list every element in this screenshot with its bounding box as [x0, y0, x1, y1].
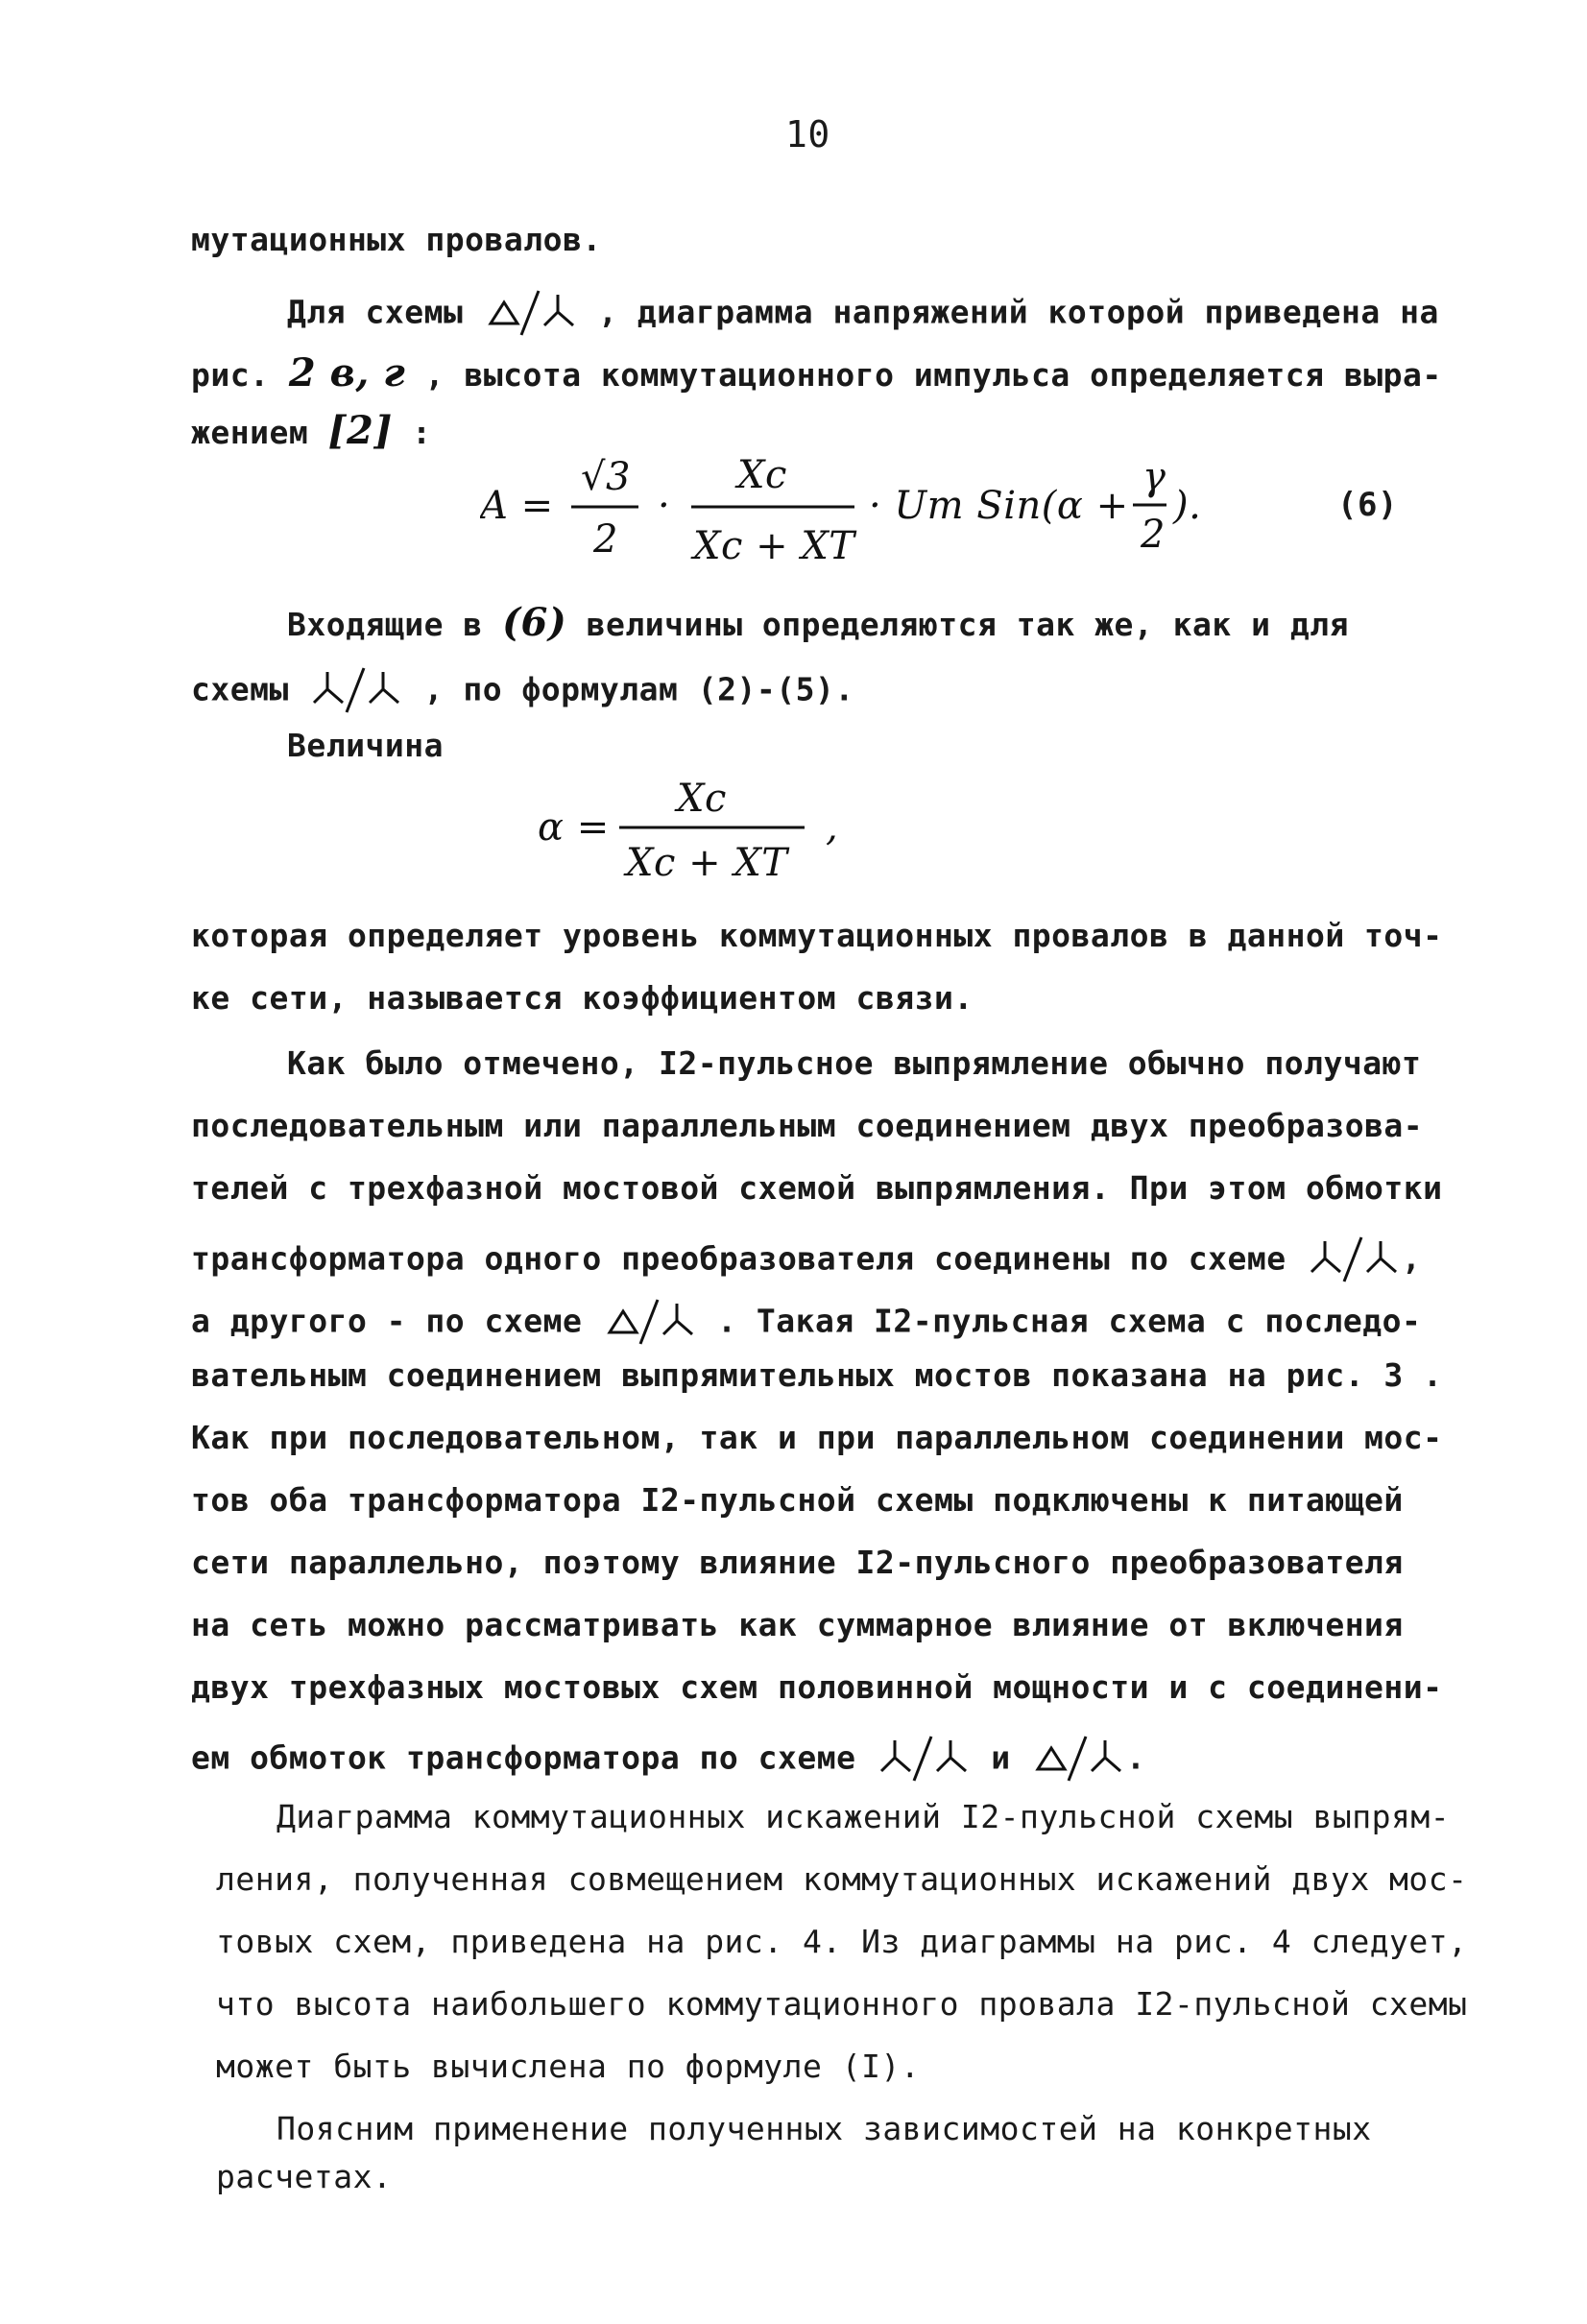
text-segment: и	[991, 1738, 1011, 1777]
formula-alpha	[538, 768, 864, 893]
formula-gamma-den: 2	[1141, 513, 1166, 557]
formula-tail: · Um Sin(α +	[869, 484, 1129, 528]
delta-wye-symbol-icon	[483, 285, 579, 343]
text-segment: трансформатора одного преобразователя соединены по схеме	[191, 1239, 1286, 1278]
text-segment: Для схемы	[287, 293, 464, 331]
text-line-14	[191, 1294, 1421, 1352]
formula-6	[480, 451, 1229, 581]
text-line-7: Величина	[287, 727, 444, 764]
handwritten-equation-ref: (6)	[502, 600, 567, 645]
text-segment: , диаграмма напряжений которой приведена на	[598, 293, 1439, 331]
text-segment: . Такая I2-пульсная схема с последо-	[717, 1302, 1422, 1340]
text-line-23: ления, полученная совмещением коммутационных искажений двух мос-	[216, 1860, 1468, 1898]
handwritten-citation: [2]	[327, 408, 393, 453]
formula-alpha-num: Xc	[677, 777, 727, 821]
formula-alpha-graphic	[538, 768, 864, 893]
text-line-16: Как при последовательном, так и при параллельном соединении мос-	[191, 1419, 1443, 1456]
text-segment: схемы	[191, 670, 289, 708]
delta-wye-symbol-icon	[602, 1294, 698, 1352]
text-line-9: ке сети, называется коэффициентом связи.	[191, 979, 974, 1017]
text-segment: рис.	[191, 356, 270, 394]
wye-wye-symbol-icon	[1306, 1232, 1402, 1289]
formula-sqrt-num: √3	[581, 455, 631, 499]
text-line-8: которая определяет уровень коммутационных провалов в данной точ-	[191, 917, 1443, 954]
formula-sqrt-den: 2	[593, 517, 618, 562]
text-segment: ,	[1401, 1239, 1422, 1278]
text-segment: .	[1126, 1738, 1146, 1777]
text-segment: а другого - по схеме	[191, 1302, 583, 1340]
equation-number: (6)	[1337, 486, 1398, 524]
text-segment: Входящие в	[287, 606, 483, 643]
text-segment: , по формулам (2)-(5).	[423, 670, 854, 708]
page-number: 10	[785, 113, 830, 156]
text-line-21	[191, 1731, 1145, 1788]
formula-frac-num: Xc	[737, 453, 787, 497]
text-line-17: тов оба трансформатора I2-пульсной схемы подключены к питающей	[191, 1481, 1404, 1519]
text-line-26: может быть вычислена по формуле (I).	[216, 2048, 921, 2085]
text-line-28: расчетах.	[216, 2158, 393, 2195]
formula-close: ).	[1173, 484, 1202, 528]
text-line-22: Диаграмма коммутационных искажений I2-пульсной схемы выпрям-	[277, 1798, 1451, 1835]
text-line-11: последовательным или параллельным соединением двух преобразова-	[191, 1107, 1424, 1144]
text-line-4	[191, 408, 432, 453]
text-segment: величины определяются так же, как и для	[586, 606, 1349, 643]
text-line-20: двух трехфазных мостовых схем половинной мощности и с соединени-	[191, 1668, 1443, 1706]
text-line-24: товых схем, приведена на рис. 4. Из диаграммы на рис. 4 следует,	[216, 1923, 1468, 1960]
text-line-5	[287, 600, 1349, 645]
formula-alpha-lhs: α =	[538, 805, 610, 850]
wye-wye-symbol-icon	[308, 662, 404, 720]
formula-frac-den: Xc + XT	[693, 524, 855, 568]
text-line-6	[191, 662, 854, 720]
text-line-2	[287, 285, 1439, 343]
text-line-1: мутационных провалов.	[191, 221, 602, 258]
svg-text:·: ·	[658, 484, 671, 528]
text-segment: , высота коммутационного импульса определяется выра-	[424, 356, 1442, 394]
text-line-13	[191, 1232, 1421, 1289]
text-line-3	[191, 350, 1442, 395]
text-line-15: вательным соединением выпрямительных мостов показана на рис. 3 .	[191, 1356, 1443, 1394]
text-line-10: Как было отмечено, I2-пульсное выпрямление обычно получают	[287, 1044, 1422, 1082]
text-line-19: на сеть можно рассматривать как суммарное влияние от включения	[191, 1606, 1404, 1643]
handwritten-figure-ref: 2 в, г	[288, 350, 406, 395]
formula-6-graphic	[480, 451, 1229, 581]
text-line-25: что высота наибольшего коммутационного провала I2-пульсной схемы	[216, 1985, 1468, 2023]
text-line-12: телей с трехфазной мостовой схемой выпрямления. При этом обмотки	[191, 1169, 1443, 1207]
text-segment: :	[412, 414, 432, 451]
formula-alpha-comma: ,	[826, 805, 839, 850]
formula-lhs: A =	[480, 484, 554, 528]
formula-gamma-num: γ	[1142, 455, 1166, 499]
formula-alpha-den: Xc + XT	[626, 841, 788, 885]
text-line-18: сети параллельно, поэтому влияние I2-пульсного преобразователя	[191, 1544, 1404, 1581]
wye-wye-symbol-icon	[876, 1731, 972, 1788]
text-segment: ем обмоток трансформатора по схеме	[191, 1738, 856, 1777]
delta-wye-symbol-icon	[1030, 1731, 1126, 1788]
text-segment: жением	[191, 414, 309, 451]
text-line-27: Поясним применение полученных зависимостей на конкретных	[277, 2110, 1372, 2147]
